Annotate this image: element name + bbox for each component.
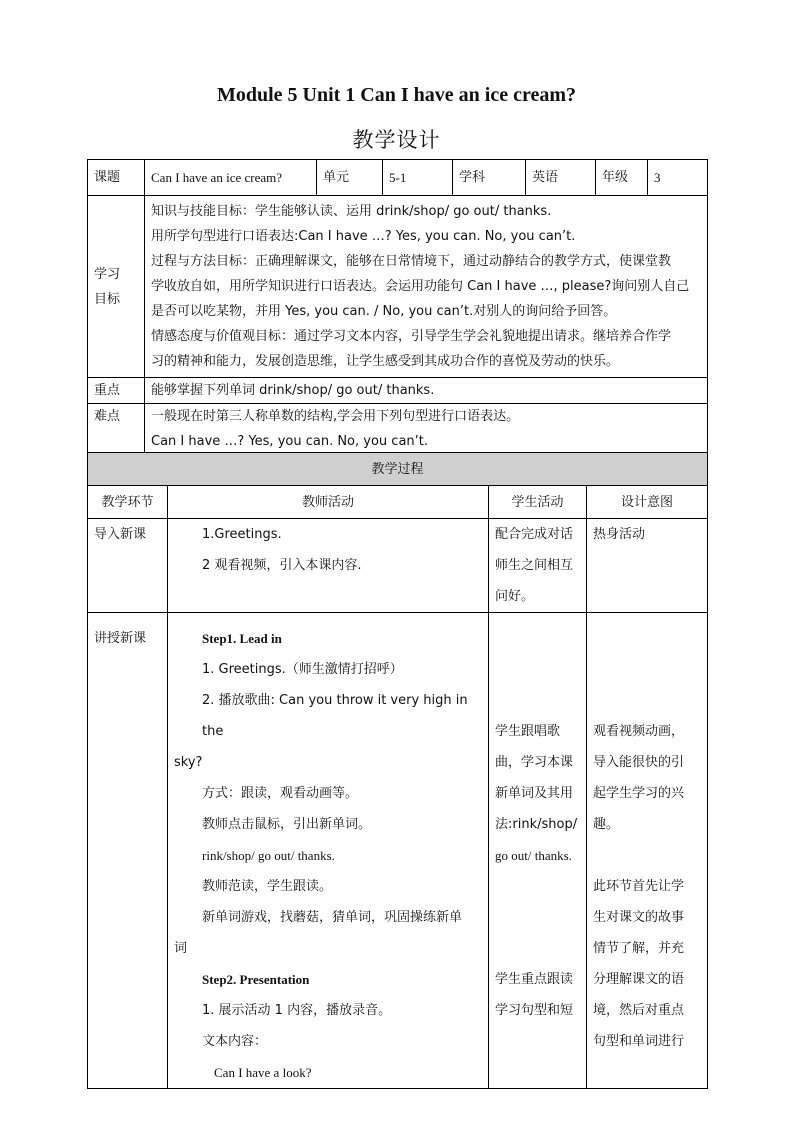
intent-line: 导入能很快的引 <box>593 755 685 770</box>
unit-value: 5-1 <box>383 160 453 196</box>
objectives-label-line: 学习 <box>94 266 121 282</box>
key-points-text: 能够掌握下列单词 drink/shop/ go out/ thanks. <box>145 378 708 404</box>
student-line: 学习句型和短 <box>495 1003 574 1018</box>
teacher-line: rink/shop/ go out/ thanks. <box>202 848 335 863</box>
objectives-row <box>88 196 708 378</box>
intent-line: 起学生学习的兴 <box>593 786 685 801</box>
intent-line: 生对课文的故事 <box>593 910 685 925</box>
teacher-line: 教师点击鼠标，引出新单词。 <box>202 817 372 832</box>
column-header: 教学环节 <box>88 486 168 519</box>
topic-label: 课题 <box>88 160 145 196</box>
document-title: Module 5 Unit 1 Can I have an ice cream? <box>216 84 577 106</box>
teacher-line: 词 <box>174 941 188 956</box>
info-table <box>87 159 708 455</box>
grade-label: 年级 <box>596 160 648 196</box>
difficulties-label: 难点 <box>88 404 145 455</box>
difficulties-text <box>145 404 708 455</box>
intent-line: 观看视频动画， <box>593 724 685 739</box>
column-header: 教师活动 <box>168 486 489 519</box>
student-line: 新单词及其用 <box>495 786 574 801</box>
difficulties-row <box>88 404 708 455</box>
intro-row <box>88 519 708 613</box>
student-line: 法:rink/shop/ <box>495 817 578 832</box>
student-line: 师生之间相互 <box>495 558 574 573</box>
difficulty-line: Can I have …? Yes, you can. No, you can’t. <box>151 434 429 449</box>
unit-label: 单元 <box>317 160 383 196</box>
document-subtitle: 教学设计 <box>352 128 441 152</box>
intro-teacher <box>168 519 489 613</box>
objective-line: 习的精神和能力，发展创造思维，让学生感受到其成功合作的喜悦及劳动的快乐。 <box>151 354 620 369</box>
intro-student <box>489 519 587 613</box>
objective-line: 过程与方法目标：正确理解课文，能够在日常情境下，通过动静结合的教学方式，使课堂教 <box>151 254 672 269</box>
spacer <box>593 840 701 871</box>
intro-stage: 导入新课 <box>88 519 168 613</box>
info-row <box>88 160 708 196</box>
column-header: 学生活动 <box>489 486 587 519</box>
teacher-line: Can I have a look? <box>214 1065 312 1080</box>
teacher-line: 文本内容： <box>202 1034 268 1049</box>
process-title-row <box>88 453 708 486</box>
topic-value: Can I have an ice cream? <box>145 160 317 196</box>
subject-value: 英语 <box>526 160 596 196</box>
process-title: 教学过程 <box>88 453 708 486</box>
subject-label: 学科 <box>453 160 526 196</box>
intro-intent: 热身活动 <box>587 519 708 613</box>
objectives-text <box>145 196 708 378</box>
spacer <box>495 871 580 964</box>
objective-line: 情感态度与价值观目标：通过学习文本内容，引导学生学会礼貌地提出请求。继培养合作学 <box>151 329 672 344</box>
step2-title: Step2. Presentation <box>202 972 310 987</box>
intent-line: 趣。 <box>593 817 620 832</box>
new-lesson-student <box>489 613 587 1089</box>
intent-line: 境，然后对重点 <box>593 1003 685 1018</box>
teacher-line: 方式：跟读，观看动画等。 <box>202 786 359 801</box>
teacher-line: 1.Greetings. <box>202 527 282 542</box>
objective-line: 是否可以吃某物，并用 Yes, you can. / No, you can’t.对别人的询问给予回答。 <box>151 304 617 319</box>
intent-line: 句型和单词进行 <box>593 1034 685 1049</box>
teacher-line: 1. Greetings.（师生激情打招呼） <box>202 662 403 677</box>
objectives-label <box>88 196 145 378</box>
teacher-line: 1. 展示活动 1 内容，播放录音。 <box>202 1003 392 1018</box>
intent-line: 情节了解，并充 <box>593 941 685 956</box>
student-line: 配合完成对话 <box>495 527 574 542</box>
process-table <box>87 452 708 1089</box>
teacher-line: 2. 播放歌曲: Can you throw it very high in the <box>202 693 468 739</box>
teacher-line: 新单词游戏，找蘑菇，猜单词，巩固操练新单 <box>202 910 463 925</box>
intent-line: 此环节首先让学 <box>593 879 685 894</box>
new-lesson-teacher <box>168 613 489 1089</box>
objective-line: 用所学句型进行口语表达:Can I have …? Yes, you can. No, you can’t. <box>151 229 576 244</box>
difficulty-line: 一般现在时第三人称单数的结构,学会用下列句型进行口语表达。 <box>151 409 520 424</box>
step1-title: Step1. Lead in <box>202 631 282 646</box>
key-points-label: 重点 <box>88 378 145 404</box>
column-header: 设计意图 <box>587 486 708 519</box>
student-line: 学生重点跟读 <box>495 972 574 987</box>
objective-line: 学收放自如，用所学知识进行口语表达。会运用功能句 Can I have …, please?询问别人自己 <box>151 279 690 294</box>
column-header-row <box>88 486 708 519</box>
new-lesson-intent <box>587 613 708 1089</box>
teacher-line: sky? <box>174 755 203 770</box>
student-line: 曲，学习本课 <box>495 755 574 770</box>
objectives-label-line: 目标 <box>94 291 121 307</box>
student-line: go out/ thanks. <box>495 848 572 863</box>
new-lesson-stage: 讲授新课 <box>88 613 168 1089</box>
teacher-line: 2 观看视频，引入本课内容. <box>202 558 362 573</box>
student-line: 问好。 <box>495 589 535 604</box>
objective-line: 知识与技能目标：学生能够认读、运用 drink/shop/ go out/ thanks. <box>151 204 552 219</box>
student-line: 学生跟唱歌 <box>495 724 561 739</box>
teacher-line: 教师范读，学生跟读。 <box>202 879 333 894</box>
intent-line: 分理解课文的语 <box>593 972 685 987</box>
grade-value: 3 <box>648 160 708 196</box>
key-points-row <box>88 378 708 404</box>
new-lesson-row <box>88 613 708 1089</box>
